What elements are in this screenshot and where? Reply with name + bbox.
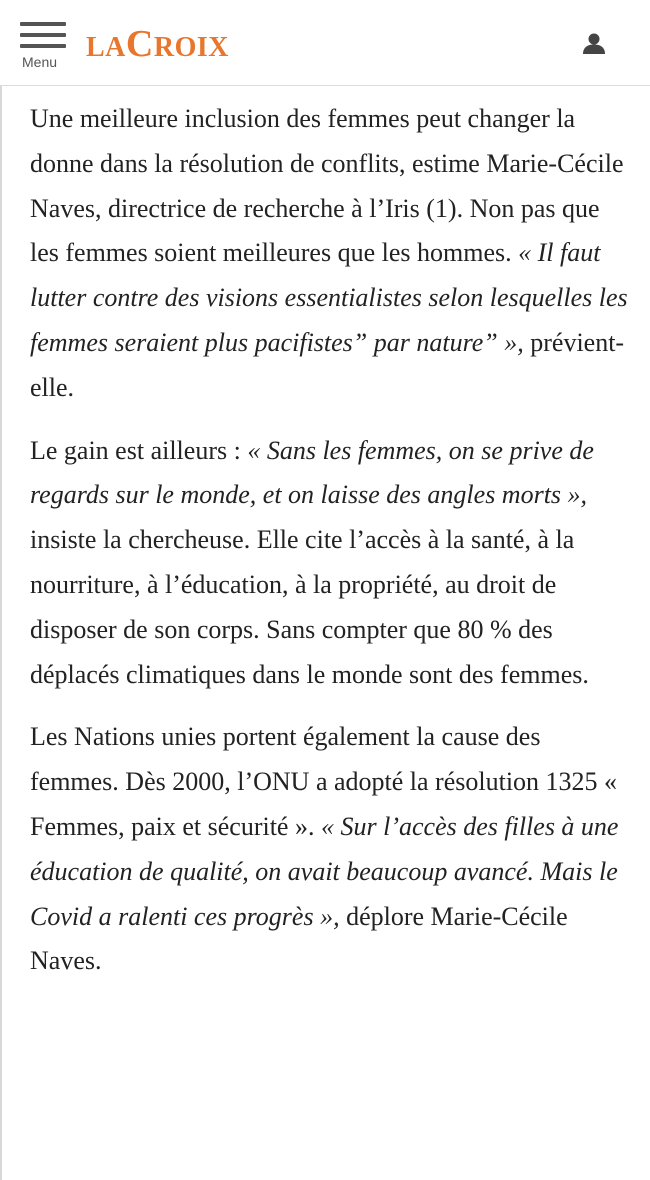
user-icon[interactable] bbox=[582, 32, 606, 56]
page-left-border bbox=[0, 0, 2, 1180]
hamburger-icon[interactable] bbox=[20, 22, 66, 48]
article-paragraph-3 bbox=[30, 715, 628, 984]
logo-part-roix: ROIX bbox=[153, 32, 229, 63]
text-segment: Le gain est ailleurs : bbox=[30, 435, 248, 465]
article-body bbox=[30, 97, 628, 1002]
article-paragraph-2 bbox=[30, 429, 628, 698]
la-croix-logo[interactable] bbox=[86, 24, 229, 68]
logo-part-la: LA bbox=[86, 32, 126, 63]
quote-segment: « Sans les femmes, on se prive de regards sur le monde, et on laisse des angles morts », bbox=[30, 435, 594, 510]
quote-segment: « Il faut lutter contre des visions essentialistes selon lesquelles les femmes seraient plus pacifistes” par nature” », bbox=[30, 238, 628, 357]
article-paragraph-1 bbox=[30, 97, 628, 411]
site-header bbox=[0, 0, 650, 86]
text-segment: Une meilleure inclusion des femmes peut changer la donne dans la résolution de conflits, estime Marie-Cécile Naves, directrice de recherche à l’Iris (1). Non pas que les femmes soient meilleures que les hommes. bbox=[30, 104, 624, 268]
menu-button[interactable] bbox=[20, 22, 68, 72]
quote-segment: « Sur l’accès des filles à une éducation de qualité, on avait beaucoup avancé. Mais le Covid a ralenti ces progrès », bbox=[30, 811, 619, 931]
text-segment: Les Nations unies portent également la cause des femmes. Dès 2000, l’ONU a adopté la résolution 1325 « Femmes, paix et sécurité ». bbox=[30, 722, 618, 841]
text-segment: déplore Marie-Cécile Naves. bbox=[30, 901, 568, 976]
text-segment: insiste la chercheuse. Elle cite l’accès à la santé, à la nourriture, à l’éducation, à la propriété, au droit de disposer de son corps. Sans compter que 80 % des déplacés climatiques dans le monde sont des femmes. bbox=[30, 525, 589, 689]
menu-label: Menu bbox=[22, 54, 58, 70]
text-segment: prévient-elle. bbox=[30, 327, 625, 402]
logo-part-c: C bbox=[125, 23, 154, 65]
